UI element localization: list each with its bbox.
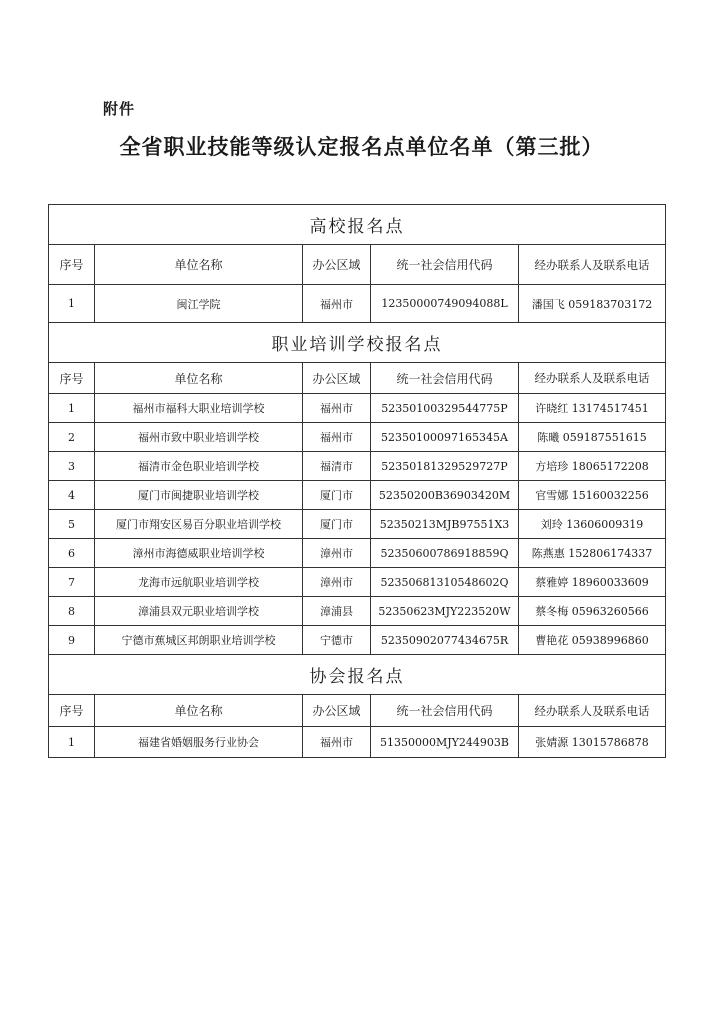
column-header-row <box>49 245 666 285</box>
col-contact: 经办联系人及联系电话 <box>519 363 666 394</box>
cell-area: 漳州市 <box>303 568 371 597</box>
cell-seq: 5 <box>49 510 95 539</box>
cell-code: 52350623MJY223520W <box>371 597 519 626</box>
cell-contact: 张婧源 13015786878 <box>519 727 666 758</box>
table-row <box>49 394 666 423</box>
document-title: 全省职业技能等级认定报名点单位名单（第三批） <box>119 134 604 159</box>
cell-code: 52350681310548602Q <box>371 568 519 597</box>
cell-contact: 潘国飞 059183703172 <box>519 285 666 323</box>
col-unit-name: 单位名称 <box>95 695 303 727</box>
col-seq: 序号 <box>49 363 95 394</box>
section-title: 协会报名点 <box>49 655 666 695</box>
cell-area: 福州市 <box>303 285 371 323</box>
cell-seq: 6 <box>49 539 95 568</box>
cell-unit: 厦门市闽捷职业培训学校 <box>95 481 303 510</box>
col-contact: 经办联系人及联系电话 <box>519 695 666 727</box>
cell-seq: 8 <box>49 597 95 626</box>
table-row <box>49 539 666 568</box>
section-title: 职业培训学校报名点 <box>49 323 666 363</box>
table-row <box>49 285 666 323</box>
column-header-row <box>49 695 666 727</box>
cell-unit: 漳州市海德威职业培训学校 <box>95 539 303 568</box>
section-header-training-school <box>49 323 666 363</box>
table-row <box>49 423 666 452</box>
cell-area: 漳州市 <box>303 539 371 568</box>
col-seq: 序号 <box>49 245 95 285</box>
cell-seq: 3 <box>49 452 95 481</box>
cell-contact: 陈燕惠 152806174337 <box>519 539 666 568</box>
cell-seq: 9 <box>49 626 95 655</box>
cell-area: 漳浦县 <box>303 597 371 626</box>
cell-contact: 官雪娜 15160032256 <box>519 481 666 510</box>
col-credit-code: 统一社会信用代码 <box>371 695 519 727</box>
cell-contact: 方培珍 18065172208 <box>519 452 666 481</box>
cell-contact: 刘玲 13606009319 <box>519 510 666 539</box>
cell-code: 51350000MJY244903B <box>371 727 519 758</box>
cell-seq: 1 <box>49 727 95 758</box>
cell-seq: 7 <box>49 568 95 597</box>
table-row <box>49 510 666 539</box>
col-area: 办公区域 <box>303 695 371 727</box>
cell-contact: 曹艳花 05938996860 <box>519 626 666 655</box>
col-unit-name: 单位名称 <box>95 245 303 285</box>
section-header-association <box>49 655 666 695</box>
cell-contact: 许晓红 13174517451 <box>519 394 666 423</box>
cell-code: 12350000749094088L <box>371 285 519 323</box>
cell-contact: 蔡雅婷 18960033609 <box>519 568 666 597</box>
cell-code: 52350200B36903420M <box>371 481 519 510</box>
cell-seq: 4 <box>49 481 95 510</box>
cell-seq: 1 <box>49 285 95 323</box>
cell-unit: 漳浦县双元职业培训学校 <box>95 597 303 626</box>
cell-area: 福州市 <box>303 423 371 452</box>
attachment-label: 附件 <box>103 100 136 118</box>
cell-unit: 福建省婚姻服务行业协会 <box>95 727 303 758</box>
col-credit-code: 统一社会信用代码 <box>371 363 519 394</box>
col-area: 办公区域 <box>303 363 371 394</box>
col-unit-name: 单位名称 <box>95 363 303 394</box>
cell-area: 福州市 <box>303 394 371 423</box>
cell-code: 52350181329529727P <box>371 452 519 481</box>
section-header-university <box>49 205 666 245</box>
cell-unit: 厦门市翔安区易百分职业培训学校 <box>95 510 303 539</box>
cell-area: 福州市 <box>303 727 371 758</box>
cell-code: 52350213MJB97551X3 <box>371 510 519 539</box>
cell-area: 福清市 <box>303 452 371 481</box>
cell-unit: 闽江学院 <box>95 285 303 323</box>
cell-seq: 1 <box>49 394 95 423</box>
col-seq: 序号 <box>49 695 95 727</box>
table-row <box>49 452 666 481</box>
table-row <box>49 597 666 626</box>
cell-unit: 福州市福科大职业培训学校 <box>95 394 303 423</box>
cell-unit: 福州市致中职业培训学校 <box>95 423 303 452</box>
cell-unit: 龙海市远航职业培训学校 <box>95 568 303 597</box>
cell-area: 厦门市 <box>303 510 371 539</box>
cell-code: 52350902077434675R <box>371 626 519 655</box>
cell-unit: 福清市金色职业培训学校 <box>95 452 303 481</box>
table-row <box>49 626 666 655</box>
col-contact: 经办联系人及联系电话 <box>519 245 666 285</box>
cell-seq: 2 <box>49 423 95 452</box>
cell-code: 52350600786918859Q <box>371 539 519 568</box>
cell-area: 宁德市 <box>303 626 371 655</box>
section-title: 高校报名点 <box>49 205 666 245</box>
table-row <box>49 481 666 510</box>
col-area: 办公区域 <box>303 245 371 285</box>
col-credit-code: 统一社会信用代码 <box>371 245 519 285</box>
table-row <box>49 727 666 758</box>
cell-code: 52350100097165345A <box>371 423 519 452</box>
registration-points-table <box>48 204 666 758</box>
table-row <box>49 568 666 597</box>
cell-code: 52350100329544775P <box>371 394 519 423</box>
cell-area: 厦门市 <box>303 481 371 510</box>
column-header-row <box>49 363 666 394</box>
cell-unit: 宁德市蕉城区邦朗职业培训学校 <box>95 626 303 655</box>
cell-contact: 蔡冬梅 05963260566 <box>519 597 666 626</box>
cell-contact: 陈曦 059187551615 <box>519 423 666 452</box>
